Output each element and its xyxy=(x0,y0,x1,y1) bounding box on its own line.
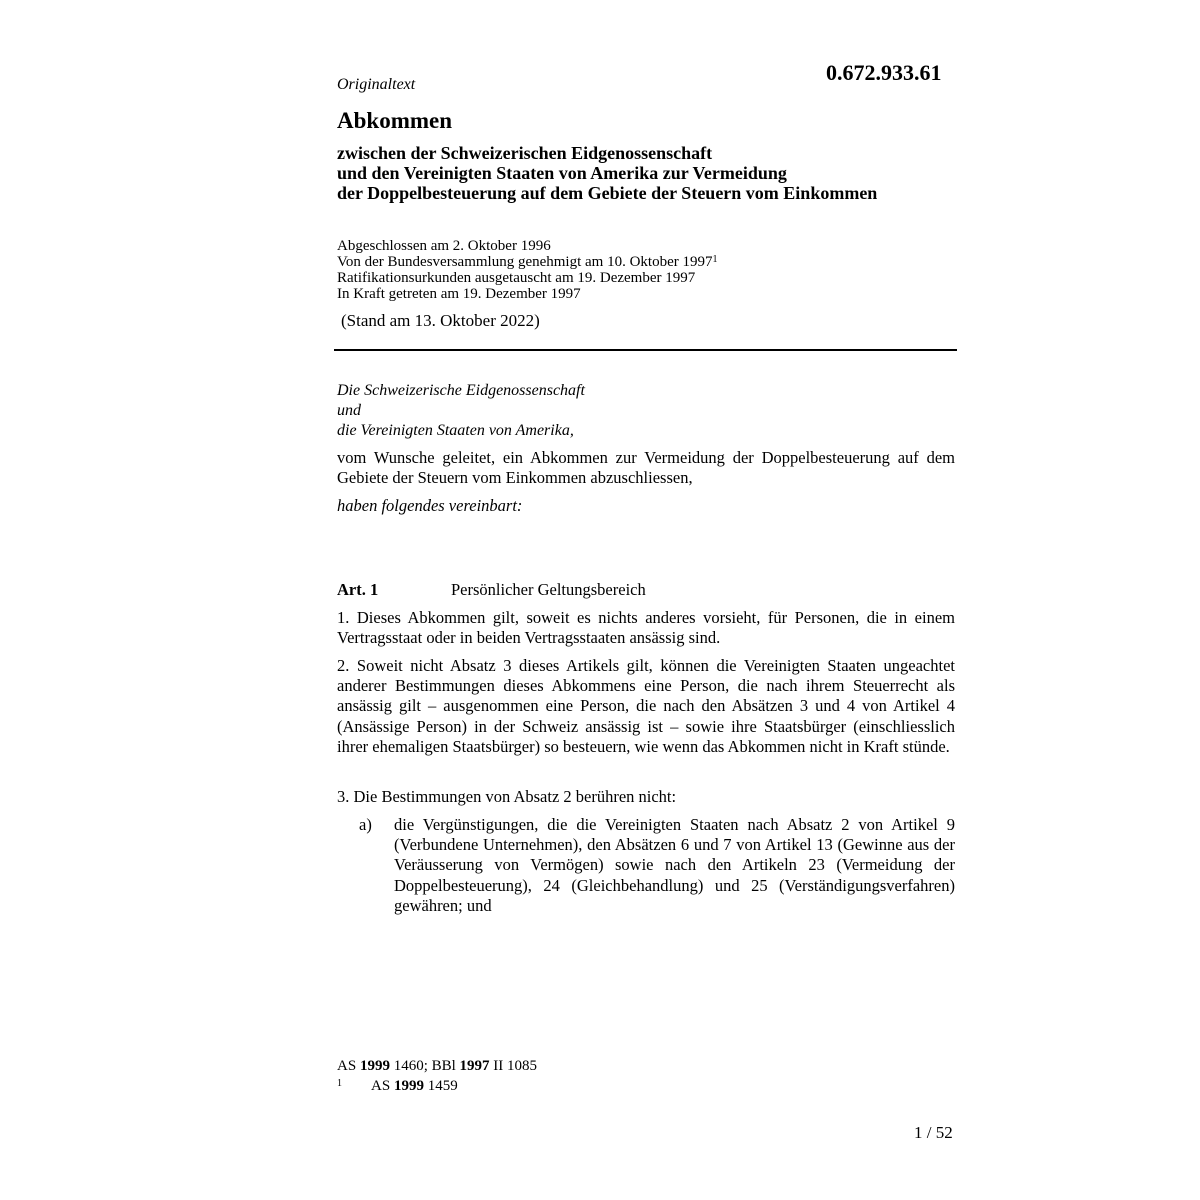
footnote-suffix: 1459 xyxy=(423,1078,458,1094)
source-year-1: 1999 xyxy=(359,1058,390,1074)
source-mid: 1460; BBl xyxy=(389,1058,460,1074)
preamble-agreed: haben folgendes vereinbart: xyxy=(337,496,523,515)
document-subtitle xyxy=(337,143,877,203)
status-date: (Stand am 13. Oktober 2022) xyxy=(341,311,540,330)
preamble-intent: vom Wunsche geleitet, ein Abkommen zur Vermeidung der Doppelbesteuerung auf dem Gebiete der Steuern vom Einkommen abzuschliessen, xyxy=(337,448,955,487)
article-number: Art. 1 xyxy=(337,580,379,599)
footnote-prefix: AS xyxy=(371,1078,394,1094)
footnote-year: 1999 xyxy=(393,1078,424,1094)
document-title: Abkommen xyxy=(337,108,453,133)
subtitle-line: und den Vereinigten Staaten von Amerika zur Vermeidung xyxy=(337,163,787,183)
article-paragraph-2: 2. Soweit nicht Absatz 3 dieses Artikels gilt, können die Vereinigten Staaten ungeachtet anderer Bestimmungen dieses Abkommens eine Person, die nach ihrem Steuerrecht als ansässig gilt – ausgenommen eine Person, die nach den Absätzen 3 und 4 von Artikel 4 (Ansässige Person) in der Schweiz ansässig ist – sowie ihre Staatsbürger (einschliesslich ihrer ehemaligen Staatsbürger) so besteuern, wie wenn das Abkommen nicht in Kraft stünde. xyxy=(337,656,955,756)
source-prefix: AS xyxy=(337,1058,360,1074)
footnote-ref[interactable]: 1 xyxy=(712,254,718,265)
date-approved xyxy=(337,254,718,270)
footnote-text xyxy=(371,1078,458,1095)
page-number: 1 / 52 xyxy=(914,1123,953,1142)
list-item-label: a) xyxy=(359,815,372,834)
subtitle-line: zwischen der Schweizerischen Eidgenossenschaft xyxy=(337,143,713,163)
original-text-label: Originaltext xyxy=(337,76,416,93)
party-1: Die Schweizerische Eidgenossenschaft xyxy=(337,382,585,399)
date-concluded: Abgeschlossen am 2. Oktober 1996 xyxy=(337,238,551,254)
dates-block xyxy=(337,238,718,302)
date-approved-text: Von der Bundesversammlung genehmigt am 10. Oktober 1997 xyxy=(337,254,713,270)
party-connector: und xyxy=(337,402,361,419)
header-divider xyxy=(334,349,957,351)
footnote-mark: 1 xyxy=(337,1078,342,1089)
source-reference xyxy=(337,1058,537,1075)
date-in-force: In Kraft getreten am 19. Dezember 1997 xyxy=(337,286,581,302)
source-year-2: 1997 xyxy=(459,1058,490,1074)
party-2: die Vereinigten Staaten von Amerika, xyxy=(337,422,574,439)
source-suffix: II 1085 xyxy=(489,1058,538,1074)
footnote-1 xyxy=(337,1078,458,1095)
date-ratified: Ratifikationsurkunden ausgetauscht am 19. Dezember 1997 xyxy=(337,270,696,286)
preamble-parties xyxy=(337,381,585,441)
subtitle-line: der Doppelbesteuerung auf dem Gebiete der Steuern vom Einkommen xyxy=(337,183,878,203)
list-item-text: die Vergünstigungen, die die Vereinigten Staaten nach Absatz 2 von Artikel 9 (Verbundene Unternehmen), den Absätzen 6 und 7 von Artikel 13 (Gewinne aus der Veräusserung von Vermögen) sowie nach den Artikeln 23 (Vermeidung der Doppelbesteuerung), 24 (Gleichbehandlung) und 25 (Verständigungsverfahren) gewähren; und xyxy=(394,815,955,915)
article-paragraph-3: 3. Die Bestimmungen von Absatz 2 berühren nicht: xyxy=(337,787,677,806)
article-title: Persönlicher Geltungsbereich xyxy=(451,580,646,599)
article-paragraph-1: 1. Dieses Abkommen gilt, soweit es nichts anderes vorsieht, für Personen, die in einem Vertragsstaat oder in beiden Vertragsstaaten ansässig sind. xyxy=(337,608,955,648)
sr-number: 0.672.933.61 xyxy=(826,60,942,85)
